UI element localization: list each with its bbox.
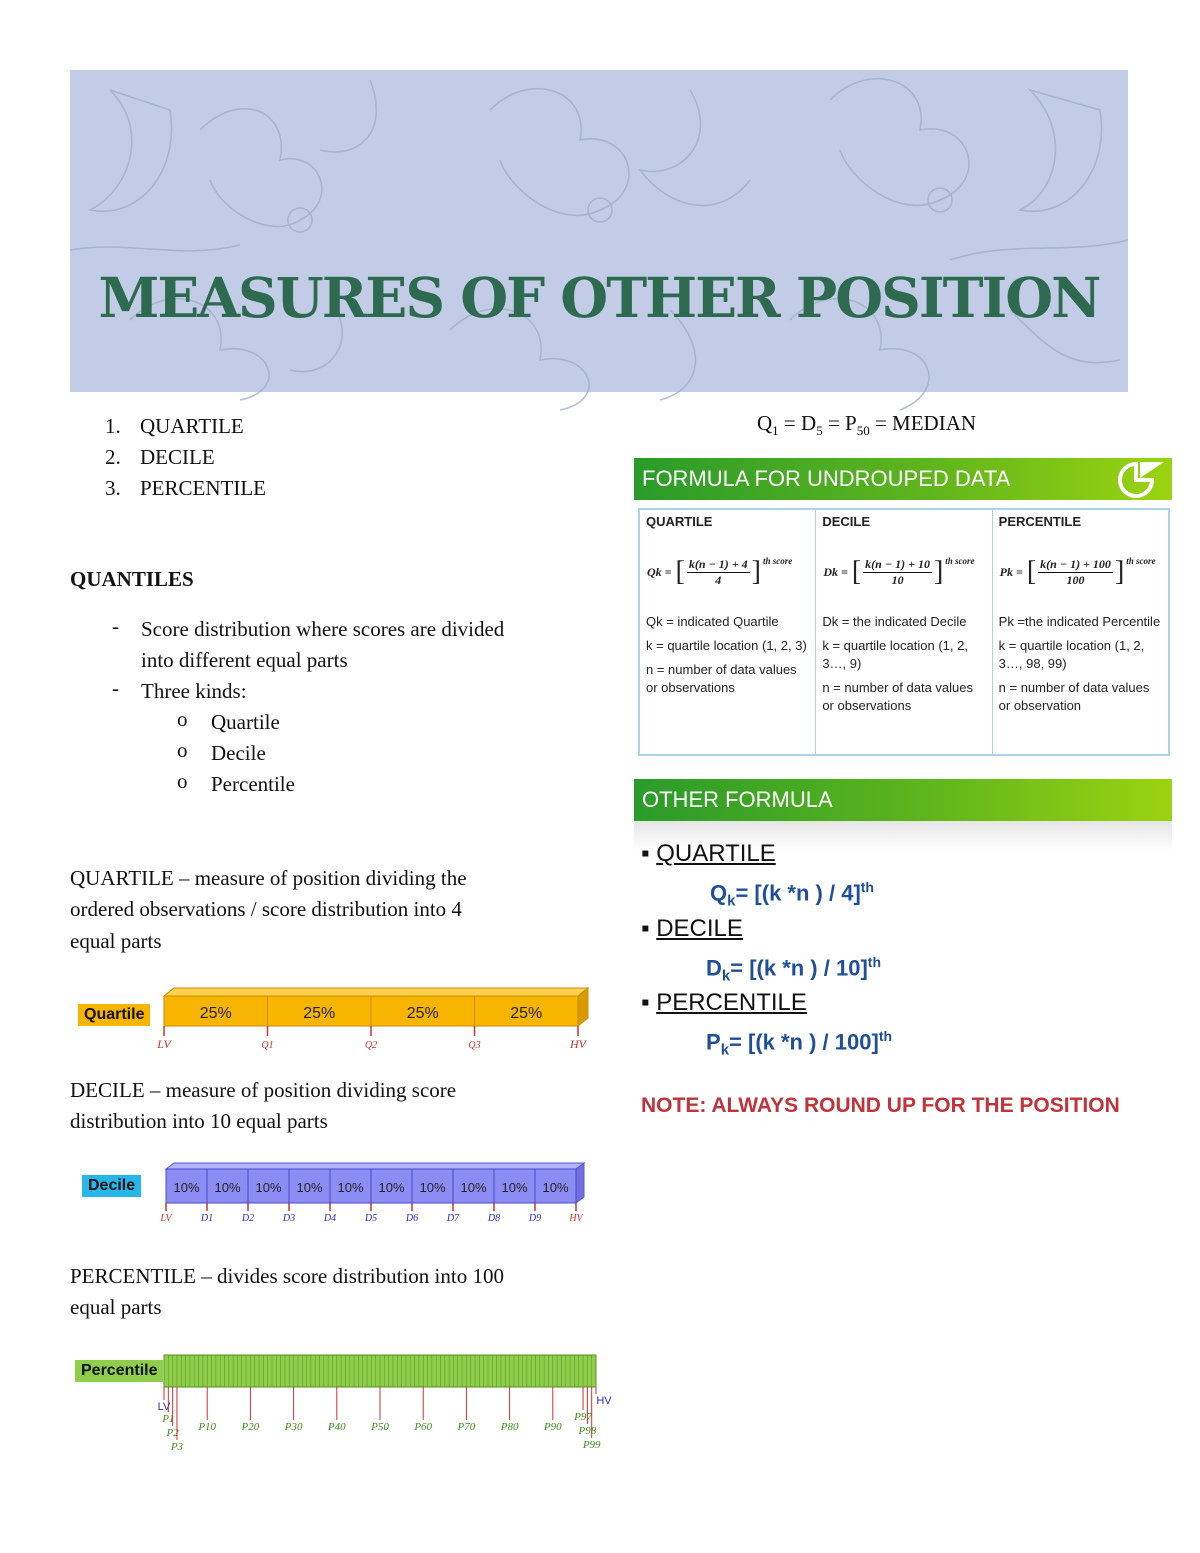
decile-definition-line1: DECILE – measure of position dividing score	[70, 1078, 457, 1102]
decile-segment-label: 10%	[542, 1180, 569, 1195]
quartile-tick-label: Q2	[364, 1040, 378, 1051]
decile-tick-label: D4	[323, 1213, 337, 1224]
kind-percentile: Percentile	[211, 772, 295, 796]
decile-segment-label: 10%	[296, 1180, 323, 1195]
formula-column-title: PERCENTILE	[998, 514, 1081, 529]
other-quartile-formula: $Q_k= [(k$ *n ) / 4]$^{th}$	[710, 879, 874, 910]
quartile-segment-label: 25%	[406, 1005, 439, 1022]
other-percentile-formula: $P_k= [(k$ *n ) / 100]$^{th}$	[706, 1028, 893, 1059]
quartile-strip-label: Quartile	[78, 1004, 150, 1026]
formula-description: n = number of data values or observations	[822, 680, 974, 713]
percentile-tick-label: P40	[327, 1421, 346, 1433]
percentile-tick-label: P30	[284, 1421, 303, 1433]
decile-tick-label: LV	[160, 1213, 172, 1224]
other-decile-formula: $D_k= [(k$ *n ) / 10]$^{th}$	[706, 954, 881, 985]
formula-description: k = quartile location (1, 2, 3…, 9)	[822, 638, 968, 671]
decile-tick-label: D7	[446, 1213, 460, 1224]
percentile-tick-label: P90	[543, 1421, 562, 1433]
decile-segment-label: 10%	[214, 1180, 241, 1195]
bullet-circle: o	[177, 769, 188, 793]
percentile-tick-label: P60	[414, 1421, 433, 1433]
decile-segment-label: 10%	[378, 1180, 405, 1195]
three-kinds-label: Three kinds:	[141, 679, 247, 703]
percentile-definition-line2: equal parts	[70, 1295, 162, 1319]
formula-column-title: QUARTILE	[646, 514, 713, 529]
formula-column-quartile	[640, 510, 816, 754]
percentile-tick-label: P3	[170, 1441, 184, 1453]
percentile-tick-label: P70	[457, 1421, 476, 1433]
quartile-tick-label: LV	[157, 1037, 171, 1051]
quantiles-heading: QUANTILES	[70, 567, 194, 591]
formula-description: Qk = indicated Quartile	[646, 614, 779, 629]
formula-column-title: DECILE	[822, 514, 870, 529]
decile-strip-label: Decile	[82, 1175, 141, 1197]
formula-description: Pk =the indicated Percentile	[998, 614, 1161, 629]
percentile-tick-label: LV	[157, 1401, 171, 1413]
other-formula-header: OTHER FORMULA	[634, 779, 1172, 821]
percentile-tick-label: P1	[162, 1413, 175, 1425]
decile-tick-label: D9	[528, 1213, 542, 1224]
percentile-strip	[150, 1352, 612, 1464]
percentile-tick-label: P98	[578, 1425, 597, 1437]
formula-expression: Pk = [ k(n − 1) + 100 100 ] th score	[999, 556, 1156, 587]
bullet-dash: -	[112, 614, 119, 638]
decile-strip	[158, 1163, 598, 1233]
decile-tick-label: D3	[282, 1213, 296, 1224]
percentile-tick-label: P80	[500, 1421, 519, 1433]
quartile-segment-label: 25%	[303, 1005, 336, 1022]
formula-undrouped-header: FORMULA FOR UNDROUPED DATA	[634, 458, 1172, 500]
quartile-tick-label: Q1	[261, 1040, 274, 1051]
formula-description: n = number of data values or observations	[646, 662, 797, 695]
other-percentile: ▪ PERCENTILE	[641, 989, 807, 1016]
list-item: 1. QUARTILE	[105, 414, 244, 438]
quartile-definition-line3: equal parts	[70, 929, 162, 953]
decile-tick-label: D2	[241, 1213, 255, 1224]
decile-segment-label: 10%	[501, 1180, 528, 1195]
floral-background	[70, 70, 1128, 392]
round-up-note: NOTE: ALWAYS ROUND UP FOR THE POSITION	[641, 1094, 1120, 1117]
quartile-definition-line2: ordered observations / score distribution into 4	[70, 897, 462, 921]
pie-logo-icon	[1104, 460, 1168, 498]
decile-segment-label: 10%	[255, 1180, 282, 1195]
list-item: 3. PERCENTILE	[105, 476, 266, 500]
quantiles-definition-line1: Score distribution where scores are divided	[141, 617, 505, 641]
formula-expression: Dk = [ k(n − 1) + 10 10 ] th score	[823, 556, 975, 587]
other-quartile: ▪ QUARTILE	[641, 840, 776, 867]
decile-definition-line2: distribution into 10 equal parts	[70, 1109, 328, 1133]
percentile-strip-label: Percentile	[75, 1360, 163, 1382]
formula-description: Dk = the indicated Decile	[822, 614, 967, 629]
bullet-circle: o	[177, 707, 188, 731]
kind-quartile: Quartile	[211, 710, 280, 734]
kind-decile: Decile	[211, 741, 266, 765]
formula-expression: Qk = [ k(n − 1) + 4 4 ] th score	[647, 556, 793, 587]
percentile-tick-label: P10	[198, 1421, 217, 1433]
quartile-definition-line1: QUARTILE – measure of position dividing the	[70, 866, 467, 890]
measures-list	[105, 411, 266, 504]
median-equality: $Q_1 = D_5 = P_{50}$ = MEDIAN	[757, 411, 977, 439]
decile-segment-label: 10%	[419, 1180, 446, 1195]
percentile-tick-label: P50	[371, 1421, 389, 1433]
bullet-circle: o	[177, 738, 188, 762]
decile-tick-label: D6	[405, 1213, 419, 1224]
percentile-definition-line1: PERCENTILE – divides score distribution into 100	[70, 1264, 504, 1288]
list-item: 2. DECILE	[105, 445, 215, 469]
formula-description: k = quartile location (1, 2, 3…, 98, 99)	[998, 638, 1145, 671]
formula-column-percentile	[993, 510, 1168, 754]
decile-tick-label: D1	[200, 1213, 214, 1224]
quartile-segment-label: 25%	[510, 1005, 543, 1022]
decile-tick-label: HV	[569, 1213, 583, 1224]
decile-segment-label: 10%	[460, 1180, 487, 1195]
other-decile: ▪ DECILE	[641, 915, 743, 942]
percentile-tick-label: P20	[241, 1421, 260, 1433]
percentile-tick-label: HV	[596, 1395, 612, 1407]
percentile-tick-label: P99	[582, 1439, 601, 1451]
formula-table	[638, 508, 1170, 756]
formula-column-decile	[816, 510, 992, 754]
percentile-tick-label: P97	[574, 1411, 592, 1423]
decile-tick-label: D5	[364, 1213, 378, 1224]
quartile-tick-label: Q3	[468, 1040, 481, 1051]
decile-tick-label: D8	[487, 1213, 501, 1224]
formula-description: n = number of data values or observation	[998, 680, 1150, 713]
quartile-tick-label: HV	[570, 1037, 586, 1051]
title-banner	[70, 70, 1128, 392]
quantiles-definition-line2: into different equal parts	[141, 648, 348, 672]
decile-segment-label: 10%	[173, 1180, 200, 1195]
bullet-dash: -	[112, 676, 119, 700]
formula-description: k = quartile location (1, 2, 3)	[646, 638, 807, 653]
quartile-strip	[157, 988, 600, 1054]
decile-segment-label: 10%	[337, 1180, 364, 1195]
quartile-segment-label: 25%	[199, 1005, 232, 1022]
percentile-tick-label: P2	[166, 1427, 179, 1439]
page-title: MEASURES OF OTHER POSITION	[98, 265, 1100, 330]
